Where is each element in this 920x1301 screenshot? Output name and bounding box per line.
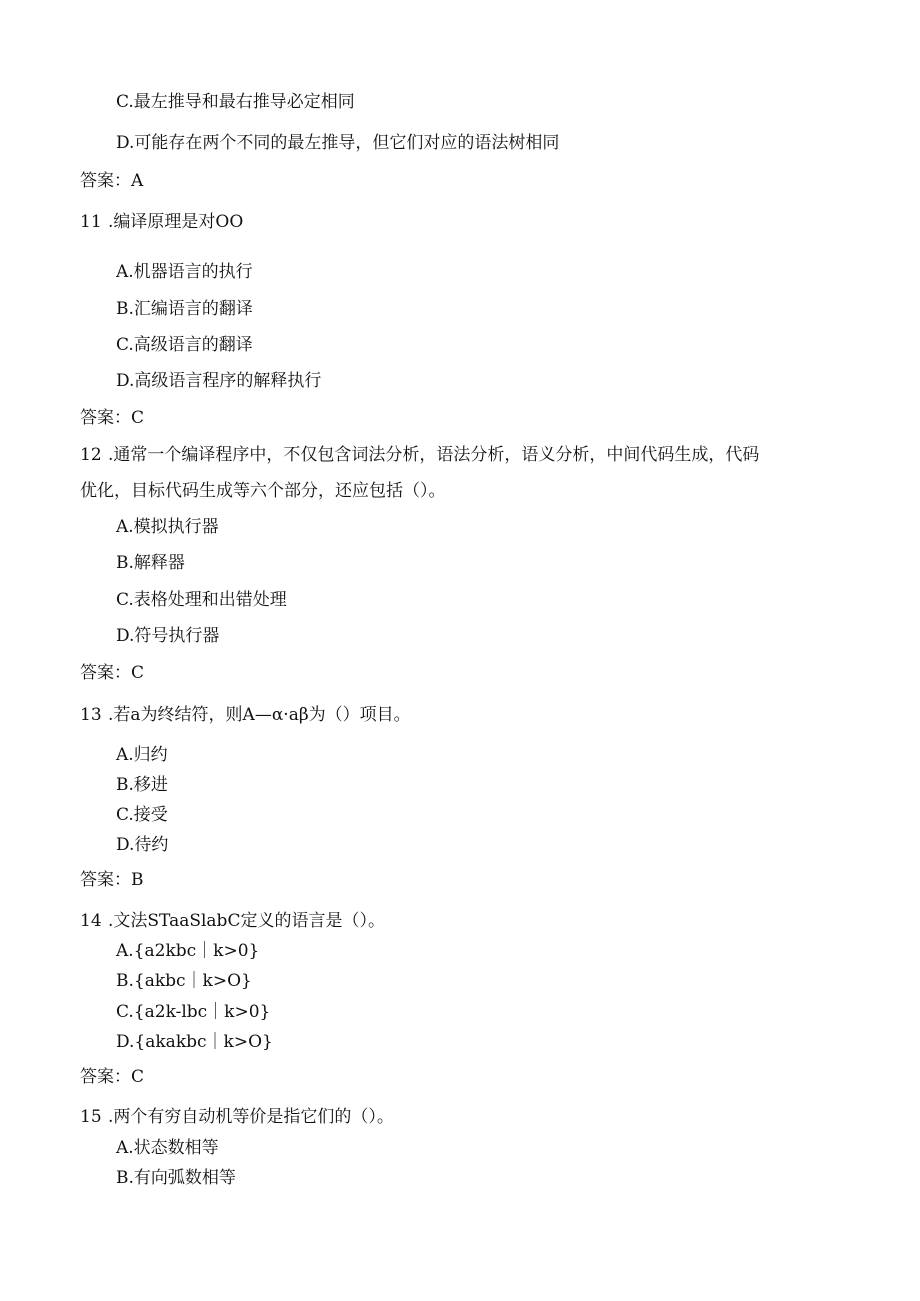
option-prev-d: D.可能存在两个不同的最左推导，但它们对应的语法树相同 bbox=[116, 133, 560, 153]
answer-prev: 答案：A bbox=[80, 171, 144, 191]
answer-14: 答案：C bbox=[80, 1067, 145, 1087]
question-text: .通常一个编译程序中，不仅包含词法分析，语法分析，语义分析，中间代码生成，代码 bbox=[108, 445, 760, 465]
question-number: 15 bbox=[80, 1107, 102, 1127]
option-14-b: B.{akbc｜k>O} bbox=[116, 971, 252, 991]
option-12-c: C.表格处理和出错处理 bbox=[116, 590, 287, 610]
question-number: 14 bbox=[80, 911, 102, 931]
question-11 bbox=[80, 211, 243, 233]
answer-11: 答案：C bbox=[80, 408, 145, 428]
option-12-b: B.解释器 bbox=[116, 553, 185, 573]
option-11-b: B.汇编语言的翻译 bbox=[116, 299, 253, 319]
option-11-c: C.高级语言的翻译 bbox=[116, 335, 253, 355]
question-number: 13 bbox=[80, 705, 102, 725]
question-14 bbox=[80, 910, 385, 932]
question-text: .两个有穷自动机等价是指它们的（）。 bbox=[108, 1107, 394, 1127]
option-11-d: D.高级语言程序的解释执行 bbox=[116, 371, 322, 391]
question-12 bbox=[80, 444, 759, 466]
option-prev-c: C.最左推导和最右推导必定相同 bbox=[116, 92, 355, 112]
answer-12: 答案：C bbox=[80, 663, 145, 683]
option-13-b: B.移进 bbox=[116, 775, 168, 795]
question-number: 12 bbox=[80, 445, 102, 465]
answer-13: 答案：B bbox=[80, 870, 144, 890]
question-text: .文法STaaSlabC定义的语言是（）。 bbox=[108, 911, 385, 931]
option-13-c: C.接受 bbox=[116, 805, 168, 825]
option-12-d: D.符号执行器 bbox=[116, 626, 220, 646]
option-15-a: A.状态数相等 bbox=[116, 1138, 219, 1158]
option-14-d: D.{akakbc｜k>O} bbox=[116, 1032, 273, 1052]
option-11-a: A.机器语言的执行 bbox=[116, 262, 253, 282]
option-13-a: A.归约 bbox=[116, 745, 168, 765]
option-12-a: A.模拟执行器 bbox=[116, 517, 219, 537]
question-text: .若a为终结符，则A—α·aβ为（）项目。 bbox=[108, 705, 411, 725]
option-15-b: B.有向弧数相等 bbox=[116, 1168, 236, 1188]
option-13-d: D.待约 bbox=[116, 835, 169, 855]
question-number: 11 bbox=[80, 212, 102, 232]
option-14-a: A.{a2kbc｜k>0} bbox=[116, 941, 260, 961]
question-15 bbox=[80, 1106, 394, 1128]
question-13 bbox=[80, 704, 411, 726]
question-text: .编译原理是对OO bbox=[108, 212, 244, 232]
option-14-c: C.{a2k-lbc｜k>0} bbox=[116, 1002, 271, 1022]
question-12-continued: 优化，目标代码生成等六个部分，还应包括（）。 bbox=[80, 481, 446, 501]
